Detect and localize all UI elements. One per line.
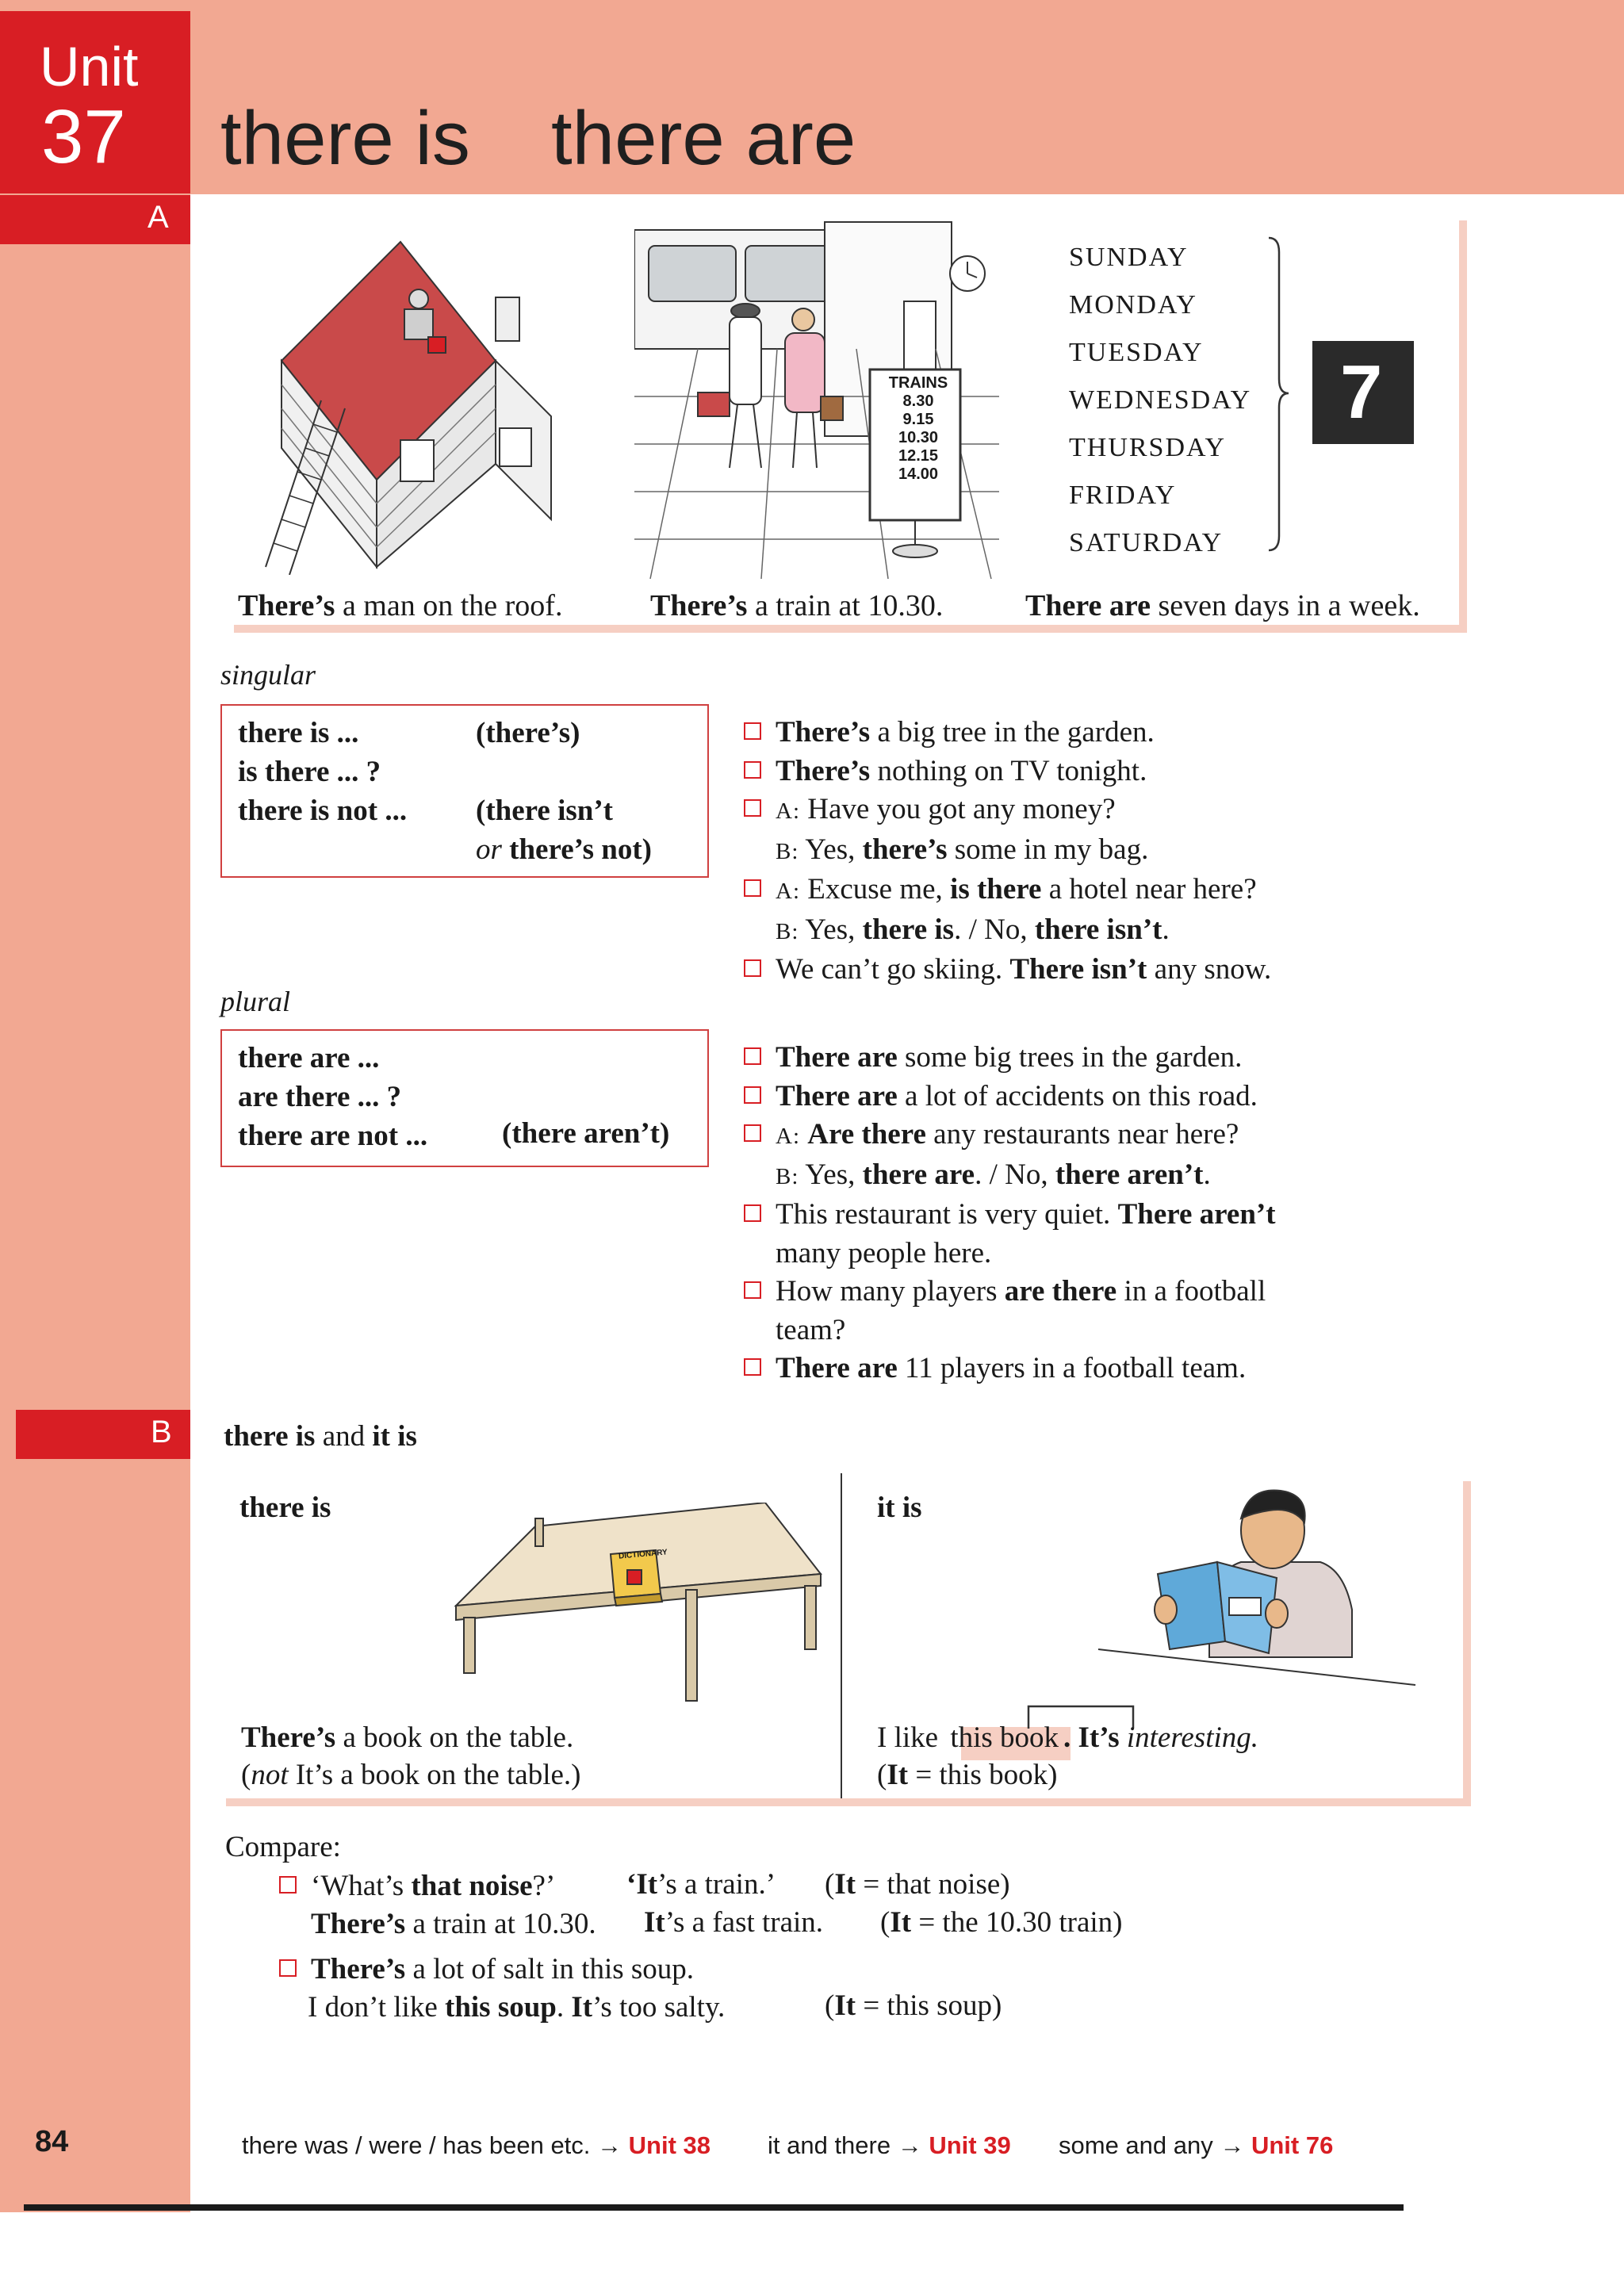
day-item: FRIDAY xyxy=(1069,481,1177,510)
page-title-part1: there is xyxy=(220,96,470,181)
day-item: MONDAY xyxy=(1069,290,1197,320)
example-item: B: Yes, there is. / No, there isn’t. xyxy=(776,913,1170,946)
singular-short-forms xyxy=(476,714,652,869)
unit-word: Unit xyxy=(40,36,139,98)
compare-label: Compare: xyxy=(225,1831,341,1863)
plural-forms xyxy=(238,1039,427,1155)
day-item: SATURDAY xyxy=(1069,528,1224,557)
highlighted-phrase: this book xyxy=(950,1721,1059,1754)
days-brace xyxy=(1265,236,1297,553)
caption-roof: There’s a man on the roof. xyxy=(238,589,563,622)
book-cover-title: DICTIONARY xyxy=(618,1548,668,1561)
trains-sign xyxy=(875,374,962,484)
it-is-example: I like this book . It’s interesting. (It = this book) xyxy=(877,1721,1258,1791)
panel-divider xyxy=(841,1473,842,1798)
margin-strip xyxy=(0,0,190,2212)
singular-forms xyxy=(238,714,407,830)
compare-example-2: There’s a lot of salt in this soup. I don’t like this soup. It’s too salty. xyxy=(279,1951,725,2027)
footer-link-unit-38[interactable]: there was / were / has been etc. → Unit 38 xyxy=(242,2131,710,2159)
example-item: There are some big trees in the garden. xyxy=(744,1039,1276,1078)
trains-time: 12.15 xyxy=(898,447,939,465)
example-item: A: Have you got any money? xyxy=(744,791,1271,831)
there-is-label: there is xyxy=(239,1491,331,1524)
singular-label: singular xyxy=(220,659,316,691)
example-item: team? xyxy=(776,1313,846,1346)
seven-days-number: 7 xyxy=(1340,350,1383,435)
example-item: A: Excuse me, is there a hotel near here? xyxy=(744,871,1271,911)
example-item: many people here. xyxy=(776,1236,992,1269)
compare-ref-soup: (It = this soup) xyxy=(825,1989,1002,2022)
section-b-label: B xyxy=(151,1415,172,1449)
footer-link-unit-76[interactable]: some and any → Unit 76 xyxy=(1059,2131,1334,2159)
house-roof-illustration xyxy=(234,226,615,575)
trains-time: 9.15 xyxy=(902,411,934,428)
compare-ref-noise: (It = that noise) xyxy=(825,1868,1010,1901)
example-item: We can’t go skiing. There isn’t any snow. xyxy=(744,951,1271,990)
short-form: or there’s not) xyxy=(476,833,652,866)
plural-examples xyxy=(744,1039,1276,1388)
footer-link-unit-39[interactable]: it and there → Unit 39 xyxy=(768,2131,1011,2159)
trains-time: 14.00 xyxy=(898,465,939,483)
example-item: There’s nothing on TV tonight. xyxy=(744,752,1271,791)
table-with-book-illustration xyxy=(448,1503,829,1709)
example-item: B: Yes, there are. / No, there aren’t. xyxy=(776,1158,1211,1191)
day-item: TUESDAY xyxy=(1069,338,1204,367)
compare-ref-train: (It = the 10.30 train) xyxy=(880,1906,1123,1939)
form-line: there are not ... xyxy=(238,1120,428,1152)
page-number: 84 xyxy=(35,2125,69,2158)
example-item: There’s a big tree in the garden. xyxy=(744,714,1271,752)
example-item: There are a lot of accidents on this road. xyxy=(744,1078,1276,1116)
example-item: B: Yes, there’s some in my bag. xyxy=(776,833,1149,866)
page-title-part2: there are xyxy=(551,96,856,181)
form-line: is there ... ? xyxy=(238,756,381,788)
plural-label: plural xyxy=(220,986,291,1017)
compare-fast-train: It’s a fast train. xyxy=(644,1906,824,1939)
singular-examples xyxy=(744,714,1271,990)
it-is-label: it is xyxy=(877,1491,922,1524)
day-item: WEDNESDAY xyxy=(1069,385,1252,415)
boy-reading-illustration xyxy=(1090,1483,1423,1689)
form-line: are there ... ? xyxy=(238,1081,402,1113)
caption-days: There are seven days in a week. xyxy=(1025,589,1420,622)
form-line: there is not ... xyxy=(238,795,408,827)
compare-example-1: ‘What’s that noise?’ There’s a train at 10.30. xyxy=(279,1867,596,1943)
form-line: there are ... xyxy=(238,1042,380,1074)
days-list xyxy=(1069,234,1251,567)
unit-number: 37 xyxy=(41,94,126,179)
footer-rule xyxy=(24,2204,1404,2211)
plural-short-form: (there aren’t) xyxy=(502,1117,670,1150)
compare-it-train: ‘It’s a train.’ xyxy=(626,1868,776,1901)
trains-sign-title: TRAINS xyxy=(888,374,948,392)
example-item: A: Are there any restaurants near here? xyxy=(744,1116,1276,1156)
day-item: SUNDAY xyxy=(1069,243,1189,272)
caption-train: There’s a train at 10.30. xyxy=(650,589,944,622)
section-b-heading: there is and it is xyxy=(224,1420,417,1453)
short-form: (there’s) xyxy=(476,717,580,749)
example-item: This restaurant is very quiet. There aren’t xyxy=(744,1196,1276,1235)
there-is-example: There’s a book on the table. (not It’s a book on the table.) xyxy=(241,1721,581,1791)
trains-time: 8.30 xyxy=(902,392,934,410)
trains-time: 10.30 xyxy=(898,429,939,446)
section-a-label: A xyxy=(147,200,169,235)
example-item: There are 11 players in a football team. xyxy=(744,1350,1276,1388)
day-item: THURSDAY xyxy=(1069,433,1227,462)
example-item: How many players are there in a football xyxy=(744,1273,1276,1311)
form-line: there is ... xyxy=(238,717,359,749)
short-form: (there isn’t xyxy=(476,795,613,827)
